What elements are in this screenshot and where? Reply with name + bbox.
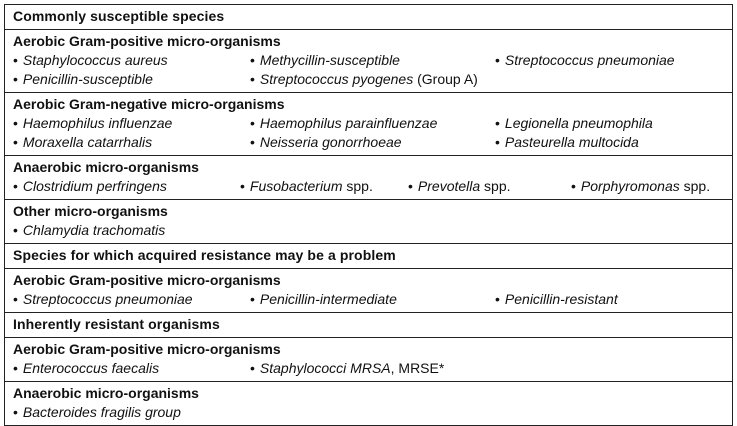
organism-list-item	[495, 290, 725, 309]
organism-name: Streptococcus pneumoniae	[504, 52, 675, 68]
organism-name: Chlamydia trachomatis	[22, 222, 166, 238]
organism-list-item	[240, 177, 408, 196]
organism-name: Porphyromonas	[580, 178, 680, 194]
organism-list-item	[495, 51, 725, 70]
section-header-cell	[5, 5, 733, 30]
organism-group-row	[5, 93, 733, 156]
organism-name: Penicillin-resistant	[504, 291, 618, 307]
organism-list	[13, 51, 724, 89]
organism-name: Bacteroides fragilis group	[22, 404, 181, 420]
organism-name: Prevotella	[417, 178, 481, 194]
organism-qualifier: spp.	[679, 178, 711, 194]
organism-list-item	[13, 177, 240, 196]
organism-qualifier: spp.	[342, 178, 373, 194]
organism-name: Methycillin-susceptible	[259, 52, 400, 68]
organism-group-row	[5, 200, 733, 244]
organism-list-item	[250, 359, 495, 378]
organism-name: Clostridium perfringens	[22, 178, 167, 194]
organism-group-cell	[5, 200, 733, 244]
organism-qualifier: (Group A)	[413, 71, 478, 87]
organism-group-row	[5, 269, 733, 313]
bullet-icon: •	[13, 291, 18, 307]
bullet-icon: •	[495, 52, 500, 68]
organism-list-item	[13, 51, 250, 70]
organism-group-row	[5, 30, 733, 93]
group-subheading: Aerobic Gram-positive micro-organisms	[13, 341, 281, 357]
group-subheading: Other micro-organisms	[13, 203, 168, 219]
bullet-icon: •	[495, 134, 500, 150]
organism-list-item	[13, 114, 250, 133]
bullet-icon: •	[13, 134, 18, 150]
organism-list-item	[250, 133, 495, 152]
organism-group-cell	[5, 93, 733, 156]
organism-name: Moraxella catarrhalis	[22, 134, 153, 150]
section-header-row	[5, 244, 733, 269]
organism-name: Fusobacterium	[249, 178, 343, 194]
susceptibility-table	[4, 4, 733, 426]
bullet-icon: •	[13, 115, 18, 131]
organism-name: Penicillin-susceptible	[22, 71, 153, 87]
organism-group-cell	[5, 382, 733, 426]
bullet-icon: •	[13, 71, 18, 87]
bullet-icon: •	[250, 115, 255, 131]
organism-name: Pasteurella multocida	[504, 134, 639, 150]
organism-list-item	[250, 114, 495, 133]
organism-name: Legionella pneumophila	[504, 115, 653, 131]
susceptibility-table-container	[4, 4, 733, 426]
organism-name: Streptococcus pneumoniae	[22, 291, 193, 307]
organism-list-item	[13, 70, 250, 89]
organism-name: Neisseria gonorrhoeae	[259, 134, 402, 150]
group-subheading: Aerobic Gram-positive micro-organisms	[13, 272, 281, 288]
organism-name: Streptococcus pyogenes	[259, 71, 414, 87]
organism-group-row	[5, 156, 733, 200]
organism-group-cell	[5, 269, 733, 313]
organism-name: Staphylococcus aureus	[22, 52, 168, 68]
bullet-icon: •	[250, 360, 255, 376]
organism-list	[13, 359, 724, 378]
section-header-row	[5, 5, 733, 30]
bullet-icon: •	[408, 178, 413, 194]
organism-list-item	[408, 177, 571, 196]
organism-group-cell	[5, 156, 733, 200]
section-header: Inherently resistant organisms	[13, 316, 220, 332]
bullet-icon: •	[250, 134, 255, 150]
organism-group-cell	[5, 30, 733, 93]
organism-list-item	[13, 359, 250, 378]
section-header-row	[5, 313, 733, 338]
organism-list	[13, 290, 724, 309]
organism-list	[13, 177, 724, 196]
organism-list-item	[250, 70, 495, 89]
organism-qualifier: spp.	[480, 178, 511, 194]
organism-list-item	[571, 177, 721, 196]
group-subheading: Aerobic Gram-positive micro-organisms	[13, 33, 281, 49]
group-subheading: Aerobic Gram-negative micro-organisms	[13, 96, 285, 112]
organism-list-item	[250, 290, 495, 309]
bullet-icon: •	[250, 52, 255, 68]
organism-list-item	[495, 133, 725, 152]
group-subheading: Anaerobic micro-organisms	[13, 159, 199, 175]
bullet-icon: •	[495, 115, 500, 131]
organism-list-item	[13, 133, 250, 152]
organism-name: Staphylococci MRSA	[259, 360, 391, 376]
organism-list-item	[13, 403, 250, 422]
organism-list	[13, 403, 724, 422]
organism-list-item	[495, 114, 725, 133]
organism-list	[13, 221, 724, 240]
bullet-icon: •	[13, 360, 18, 376]
organism-group-row	[5, 382, 733, 426]
organism-name: Haemophilus parainfluenzae	[259, 115, 438, 131]
organism-list-item	[13, 290, 250, 309]
group-subheading: Anaerobic micro-organisms	[13, 385, 199, 401]
organism-group-row	[5, 338, 733, 382]
bullet-icon: •	[495, 291, 500, 307]
organism-list-item	[13, 221, 250, 240]
bullet-icon: •	[13, 52, 18, 68]
section-header-cell	[5, 313, 733, 338]
section-header-cell	[5, 244, 733, 269]
organism-list-item	[250, 51, 495, 70]
section-header: Species for which acquired resistance may be a problem	[13, 247, 396, 263]
bullet-icon: •	[250, 291, 255, 307]
bullet-icon: •	[13, 222, 18, 238]
organism-qualifier: , MRSE*	[390, 360, 445, 376]
bullet-icon: •	[571, 178, 576, 194]
organism-group-cell	[5, 338, 733, 382]
section-header: Commonly susceptible species	[13, 8, 225, 24]
organism-list	[13, 114, 724, 152]
bullet-icon: •	[240, 178, 245, 194]
susceptibility-table-body	[5, 5, 733, 426]
organism-name: Haemophilus influenzae	[22, 115, 173, 131]
bullet-icon: •	[13, 404, 18, 420]
bullet-icon: •	[13, 178, 18, 194]
organism-name: Enterococcus faecalis	[22, 360, 160, 376]
organism-name: Penicillin-intermediate	[259, 291, 397, 307]
bullet-icon: •	[250, 71, 255, 87]
